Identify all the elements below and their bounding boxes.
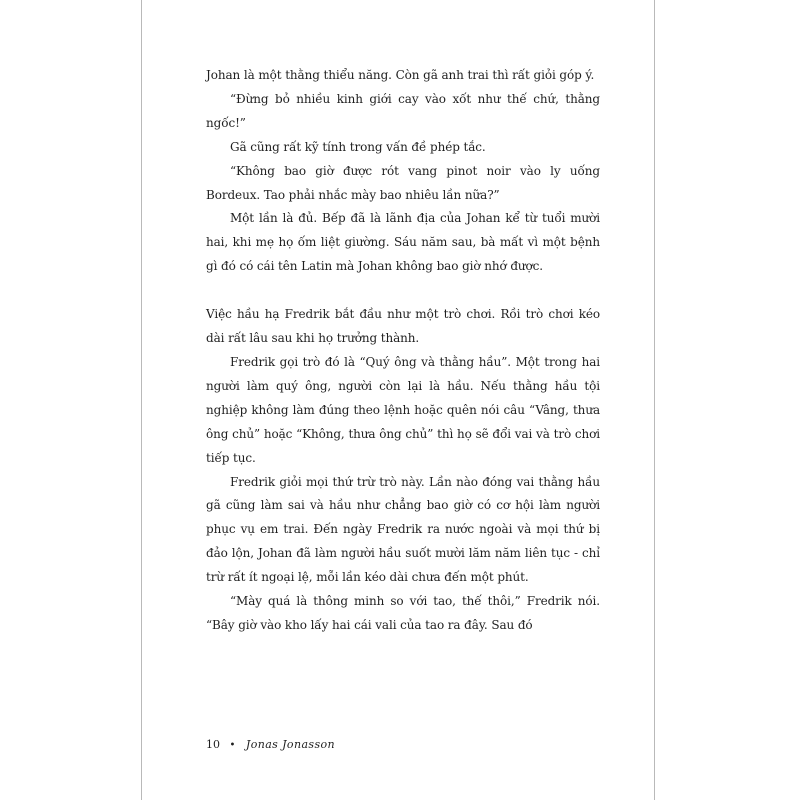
paragraph-6: Việc hầu hạ Fredrik bắt đầu như một trò chơi. Rồi trò chơi kéo dài rất lâu sau khi họ trưởng thành. [206,307,600,346]
page-footer [206,738,335,751]
paragraph-2: “Đừng bỏ nhiều kinh giới cay vào xốt như thế chứ, thằng ngốc!” [206,91,600,130]
paragraph-9: “Mày quá là thông minh so với tao, thế thôi,” Fredrik nói. “Bây giờ vào kho lấy hai cái vali của tao ra đây. Sau đó [206,594,600,632]
paragraph-3: Gã cũng rất kỹ tính trong vấn đề phép tắc. [230,139,486,154]
paragraph-5: Một lần là đủ. Bếp đã là lãnh địa của Johan kể từ tuổi mười hai, khi mẹ họ ốm liệt giường. Sáu năm sau, bà mất vì một bệnh gì đó có cái tên Latin mà Johan không bao giờ nhớ được. [206,211,600,274]
page-number: 10 [206,738,220,751]
footer-bullet: • [229,740,236,751]
paragraph-8: Fredrik giỏi mọi thứ trừ trò này. Lần nào đóng vai thằng hầu gã cũng làm sai và hầu như chẳng bao giờ có cơ hội làm người phục vụ em trai. Đến ngày Fredrik ra nước ngoài và mọi thứ bị đảo lộn, Johan đã làm người hầu suốt mười lăm năm liên tục - chỉ trừ rất ít ngoại lệ, mỗi lần kéo dài chưa đến một phút. [206,474,600,585]
section-break [206,279,600,303]
body-text [206,64,600,638]
author-name: Jonas Jonasson [245,738,335,751]
paragraph-1: Johan là một thằng thiểu năng. Còn gã anh trai thì rất giỏi góp ý. [206,68,595,82]
paragraph-4: “Không bao giờ được rót vang pinot noir vào ly uống Bordeux. Tao phải nhắc mày bao nhiêu lần nữa?” [206,163,600,202]
paragraph-7: Fredrik gọi trò đó là “Quý ông và thằng hầu”. Một trong hai người làm quý ông, người còn lại là hầu. Nếu thằng hầu tội nghiệp không làm đúng theo lệnh hoặc quên nói câu “Vâng, thưa ông chủ” hoặc “Không, thưa ông chủ” thì họ sẽ đổi vai và trò chơi tiếp tục. [206,354,600,465]
